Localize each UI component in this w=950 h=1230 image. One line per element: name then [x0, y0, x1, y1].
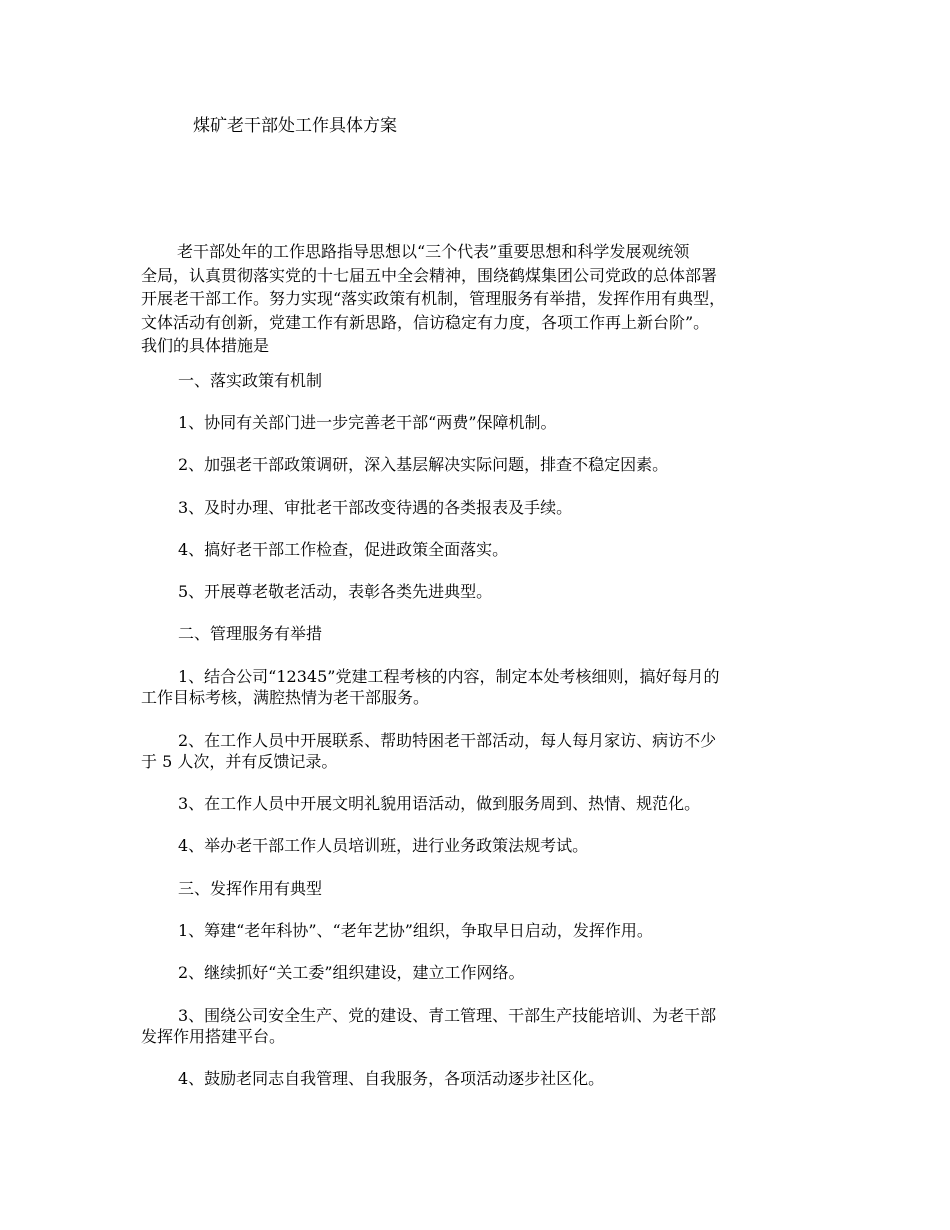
section-heading: 一、落实政策有机制 — [178, 371, 323, 390]
list-item: 4、搞好老干部工作检查，促进政策全面落实。 — [178, 540, 509, 559]
section-heading: 三、发挥作用有典型 — [178, 879, 323, 898]
list-item: 3、及时办理、审批老干部改变待遇的各类报表及手续。 — [178, 498, 573, 517]
list-item: 1、协同有关部门进一步完善老干部“两费”保障机制。 — [178, 413, 557, 432]
list-item: 2、继续抓好“关工委”组织建设，建立工作网络。 — [178, 963, 525, 982]
intro-line: 文体活动有创新，党建工作有新思路，信访稳定有力度，各项工作再上新台阶”。 — [141, 312, 710, 332]
list-item: 4、鼓励老同志自我管理、自我服务，各项活动逐步社区化。 — [178, 1069, 605, 1088]
list-item: 5、开展尊老敬老活动，表彰各类先进典型。 — [178, 582, 493, 601]
intro-line: 全局，认真贯彻落实党的十七届五中全会精神，围绕鹤煤集团公司党政的总体部署 — [141, 265, 718, 285]
intro-line: 开展老干部工作。努力实现“落实政策有机制，管理服务有举措，发挥作用有典型， — [141, 289, 726, 308]
list-item: 2、在工作人员中开展联系、帮助特困老干部活动，每人每月家访、病访不少 — [178, 731, 717, 750]
list-item: 2、加强老干部政策调研，深入基层解决实际问题，排查不稳定因素。 — [178, 455, 669, 474]
list-item-continuation: 于 5 人次，并有反馈记录。 — [141, 752, 338, 771]
list-item: 1、结合公司“12345”党建工程考核的内容，制定本处考核细则，搞好每月的 — [178, 667, 720, 686]
list-item-continuation: 发挥作用搭建平台。 — [141, 1027, 286, 1046]
intro-line: 老干部处年的工作思路指导思想以“三个代表”重要思想和科学发展观统领 — [177, 242, 690, 261]
list-item-continuation: 工作目标考核，满腔热情为老干部服务。 — [141, 688, 430, 707]
intro-paragraph — [141, 240, 821, 358]
document-title: 煤矿老干部处工作具体方案 — [193, 116, 397, 136]
list-item: 1、筹建“老年科协”、“老年艺协”组织，争取早日启动，发挥作用。 — [178, 921, 653, 940]
list-item: 3、在工作人员中开展文明礼貌用语活动，做到服务周到、热情、规范化。 — [178, 794, 701, 813]
intro-line: 我们的具体措施是 — [141, 336, 270, 355]
list-item: 3、围绕公司安全生产、党的建设、青工管理、干部生产技能培训、为老干部 — [178, 1006, 717, 1025]
list-item: 4、举办老干部工作人员培训班，进行业务政策法规考试。 — [178, 836, 589, 855]
section-heading: 二、管理服务有举措 — [178, 624, 323, 643]
